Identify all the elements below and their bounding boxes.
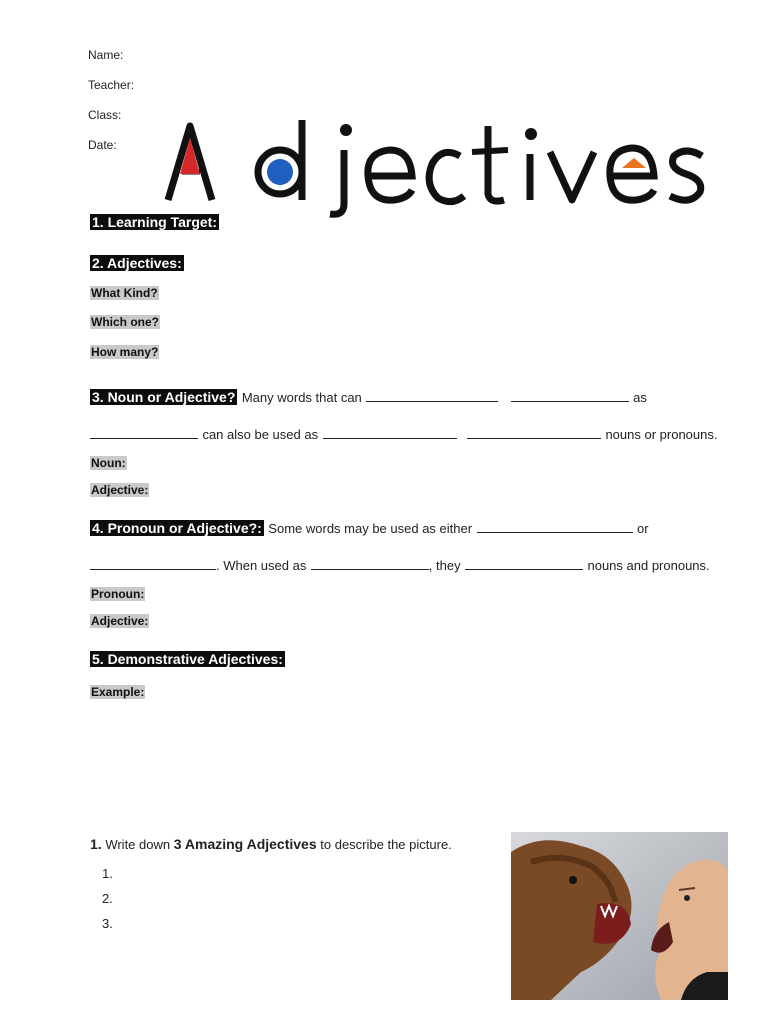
list-item: 3.: [102, 916, 113, 931]
example-label: Example:: [91, 685, 145, 699]
blank-line[interactable]: [90, 559, 216, 570]
pronoun-label: Pronoun:: [91, 587, 145, 601]
section-3-heading: 3. Noun or Adjective?: [92, 389, 236, 405]
class-field-label: Class:: [88, 108, 122, 122]
activity-number: 1.: [90, 836, 102, 852]
section-4-text-5: nouns and pronouns.: [587, 558, 710, 573]
section-4-text-3: . When used as: [216, 558, 307, 573]
section-1-heading: 1. Learning Target:: [92, 214, 217, 230]
noun-label: Noun:: [91, 456, 126, 470]
blank-line[interactable]: [477, 522, 633, 533]
section-4-text-2: or: [636, 521, 649, 536]
blank-line[interactable]: [366, 391, 498, 402]
activity-instruction: [90, 836, 452, 852]
activity-bold: 3 Amazing Adjectives: [173, 836, 317, 852]
activity-post: to describe the picture.: [320, 837, 452, 852]
section-3-text-1: Many words that can: [241, 390, 362, 405]
list-item: 2.: [102, 891, 113, 906]
activity-pre: Write down: [105, 837, 171, 852]
adjectives-title-logo: [160, 112, 720, 222]
adjective-label: Adjective:: [91, 483, 149, 497]
section-2-heading: 2. Adjectives:: [92, 255, 182, 271]
which-one-label: Which one?: [91, 315, 159, 329]
blank-line[interactable]: [323, 428, 457, 439]
section-4-text-4: , they: [428, 558, 461, 573]
what-kind-label: What Kind?: [91, 286, 158, 300]
section-4-text-1: Some words may be used as either: [268, 521, 473, 536]
blank-line[interactable]: [90, 428, 198, 439]
name-field-label: Name:: [88, 48, 124, 62]
section-3-text-4: nouns or pronouns.: [605, 427, 718, 442]
bear-and-man-photo: [511, 832, 728, 1000]
date-field-label: Date:: [88, 138, 117, 152]
adjective-label: Adjective:: [91, 614, 149, 628]
section-3-text-2: as: [633, 390, 647, 405]
blank-line[interactable]: [511, 391, 629, 402]
blank-line[interactable]: [467, 428, 601, 439]
section-3-text-3: can also be used as: [202, 427, 319, 442]
blank-line[interactable]: [311, 559, 429, 570]
list-item: 1.: [102, 866, 113, 881]
section-5-heading: 5. Demonstrative Adjectives:: [92, 651, 283, 667]
teacher-field-label: Teacher:: [88, 78, 135, 92]
blank-line[interactable]: [465, 559, 583, 570]
section-4-heading: 4. Pronoun or Adjective?:: [92, 520, 262, 536]
how-many-label: How many?: [91, 345, 159, 359]
